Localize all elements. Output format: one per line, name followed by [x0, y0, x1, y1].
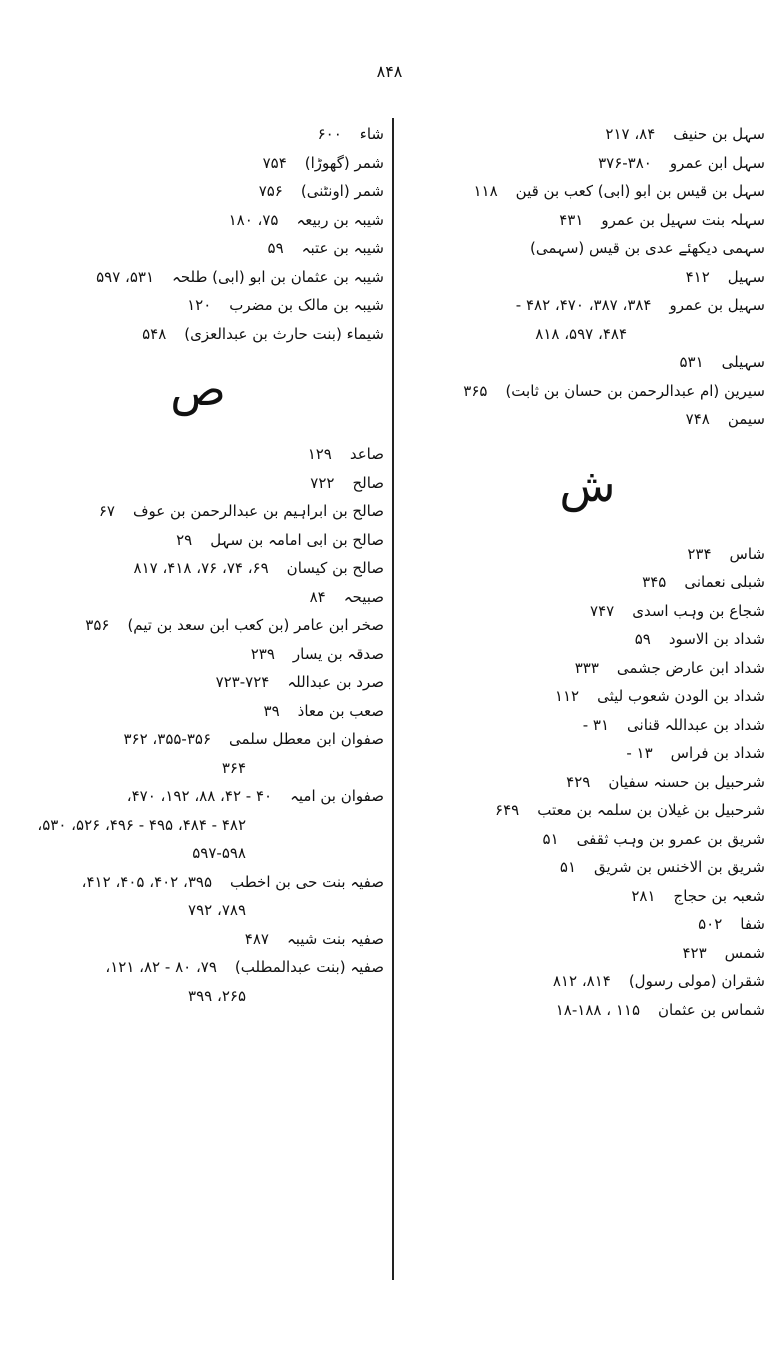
index-entry — [12, 469, 384, 498]
entries-group-bottom — [410, 540, 765, 1025]
entry-name: شقران (مولی رسول) — [628, 972, 765, 990]
index-entry — [410, 739, 765, 768]
entry-pages: ۸۴، ۲۱۷ — [605, 125, 656, 143]
entry-name: صرد بن عبداللہ — [287, 673, 384, 691]
entry-name: صبیحہ — [343, 587, 384, 606]
index-entry — [410, 654, 765, 683]
entry-name: شرحبیل بن حسنہ سفیان — [608, 772, 765, 791]
entry-pages: ۲۹ — [176, 530, 193, 549]
index-entry — [12, 583, 384, 612]
index-entry — [12, 206, 384, 235]
entry-pages: ۵۹ — [634, 630, 651, 648]
index-entry — [410, 177, 765, 206]
entry-pages: ۱۳ - — [626, 744, 653, 762]
index-entry — [12, 925, 384, 954]
entry-name: صفوان بن امیہ — [290, 787, 384, 805]
entry-pages: ۱۲۹ — [307, 445, 332, 463]
index-entry — [12, 953, 384, 982]
entries-group-bottom — [12, 440, 384, 1010]
entry-pages: ۵۹ — [267, 239, 284, 257]
entry-pages: ۶۰۰ — [317, 125, 342, 143]
entry-name: صفیہ بنت شیبہ — [286, 929, 384, 948]
entry-pages: ۳۸۴، ۳۸۷، ۴۷۰، ۴۸۲ - — [515, 296, 652, 314]
index-entry — [12, 234, 384, 263]
entry-name: صفوان ابن معطل سلمی — [229, 730, 384, 748]
index-entry — [410, 825, 765, 854]
entry-name: شیماء (بنت حارث بن عبدالعزی) — [184, 324, 384, 343]
entry-pages: ۷۹، ۸۰ - ۸۲، ۱۲۱، — [105, 958, 217, 976]
entry-pages: ۳۳۳ — [574, 658, 599, 677]
index-entry — [410, 682, 765, 711]
index-entry — [12, 440, 384, 469]
entry-pages: ۷۲۲ — [310, 473, 335, 492]
entry-pages: ۳۶۵ — [463, 381, 488, 400]
section-letter-suad: ص — [170, 362, 226, 416]
entry-pages: ۴۳۱ — [559, 210, 584, 229]
entry-name: سہیل بن عمرو — [669, 296, 765, 314]
entries-group-top — [410, 120, 765, 434]
entry-name: شیبہ بن عتبہ — [301, 239, 384, 257]
index-entry — [410, 882, 765, 911]
entry-pages: ۳۹۵، ۴۰۲، ۴۰۵، ۴۱۲، — [81, 872, 213, 891]
entry-pages: ۴۰ - ۴۲، ۸۸، ۱۹۲، ۴۷۰، — [126, 787, 273, 805]
entry-pages: ۷۸۹، ۷۹۲ — [188, 901, 246, 919]
index-entry — [410, 796, 765, 825]
entry-pages: ۷۴۸ — [685, 410, 710, 428]
entry-pages: ۳۶۴ — [221, 758, 246, 777]
index-entry — [410, 939, 765, 968]
index-entry — [410, 568, 765, 597]
entry-name: شریق بن الاخنس بن شریق — [594, 858, 765, 876]
entry-name: صالح — [352, 473, 384, 492]
entry-name: شریق بن عمرو بن وہب ثقفی — [576, 829, 765, 848]
entry-name: شمر (اونٹنی) — [300, 182, 384, 200]
entry-pages: ۱۲۰ — [187, 296, 212, 314]
entry-name: صفیہ بنت حی بن اخطب — [230, 872, 384, 891]
entry-pages: ۳۷۶-۳۸۰ — [598, 153, 652, 172]
entry-name: شعبہ بن حجاج — [673, 886, 765, 905]
entry-name: شماس بن عثمان — [658, 1000, 765, 1019]
right-index-column — [410, 120, 765, 1024]
index-entry — [12, 725, 384, 754]
index-entry — [12, 754, 384, 783]
entry-name: شداد بن الاسود — [668, 630, 765, 648]
entry-name: شداد بن الودن شعوب لیثی — [597, 687, 765, 705]
index-entry — [12, 811, 384, 840]
entry-name: صفیہ (بنت عبدالمطلب) — [234, 958, 384, 976]
entry-pages: ۷۴۷ — [590, 601, 615, 620]
entry-name: صاعد — [349, 445, 384, 463]
entry-pages: ۷۵، ۱۸۰ — [228, 210, 279, 229]
entry-pages: ۱۱۲ — [554, 687, 580, 705]
entry-name: شرحبیل بن غیلان بن سلمہ بن معتب — [537, 801, 765, 819]
entry-name: سہل بن حنیف — [673, 125, 765, 143]
entry-pages: ۴۸۷ — [244, 929, 269, 948]
index-entry — [410, 120, 765, 149]
entry-pages: ۵۱ — [559, 858, 577, 876]
entry-pages: ۵۳۱، ۵۹۷ — [96, 267, 155, 286]
entry-pages: ۷۵۴ — [262, 153, 287, 172]
entry-pages: ۵۹۷-۵۹۸ — [192, 844, 246, 862]
index-entry — [410, 540, 765, 569]
entry-name: شفا — [740, 915, 765, 933]
entry-name: سہیل — [727, 267, 765, 286]
entry-pages: ۶۴۹ — [495, 801, 520, 819]
entry-pages: ۶۷ — [98, 502, 115, 520]
column-divider — [392, 118, 394, 1280]
entry-name: سیمن — [727, 410, 765, 428]
index-entry — [410, 597, 765, 626]
index-entry — [410, 348, 765, 377]
entry-name: شمر (گھوڑا) — [304, 153, 384, 172]
index-entry — [410, 996, 765, 1025]
entry-pages: ۴۱۲ — [685, 267, 710, 286]
entry-pages: ۷۵۶ — [258, 182, 283, 200]
index-entry — [12, 782, 384, 811]
entry-name: شیبہ بن ربیعہ — [296, 210, 384, 229]
index-entry — [410, 625, 765, 654]
entry-name: شاس — [729, 544, 765, 563]
entry-pages: ۳۹ — [263, 701, 280, 720]
index-entry — [12, 554, 384, 583]
entry-pages: ۳۴۵ — [642, 573, 667, 591]
index-entry — [410, 206, 765, 235]
index-entry — [410, 967, 765, 996]
index-entry — [12, 640, 384, 669]
index-entry — [12, 497, 384, 526]
index-entry — [410, 711, 765, 740]
entry-pages: ۵۴۸ — [142, 324, 167, 343]
entry-pages: ۵۱ — [542, 829, 559, 848]
index-entry — [12, 120, 384, 149]
index-entry — [410, 405, 765, 434]
entry-pages: ۲۸۱ — [631, 886, 656, 905]
index-entry — [410, 910, 765, 939]
entry-pages: ۳۵۵-۳۵۶، ۳۶۲ — [123, 730, 212, 748]
entry-name: شاء — [359, 125, 384, 143]
entry-pages: ۵۰۲ — [698, 915, 723, 933]
index-entry — [12, 263, 384, 292]
entry-pages: ۴۲۹ — [566, 772, 591, 791]
entry-name: سیرین (ام عبدالرحمن بن حسان بن ثابت) — [505, 381, 765, 400]
entry-name: شداد بن عبداللہ قنانی — [627, 715, 765, 734]
index-entry — [12, 697, 384, 726]
entry-pages: ۴۸۲ - ۴۸۴، ۴۹۵ - ۴۹۶، ۵۲۶، ۵۳۰، — [37, 815, 246, 834]
entry-pages: ۵۳۱ — [679, 353, 704, 371]
entries-group-top — [12, 120, 384, 348]
entry-name: صخر ابن عامر (بن کعب ابن سعد بن تیم) — [127, 616, 384, 634]
index-entry — [410, 853, 765, 882]
entry-pages: ۱۱۸ — [473, 182, 498, 200]
index-entry — [410, 263, 765, 292]
index-entry — [12, 291, 384, 320]
index-entry — [12, 149, 384, 178]
entry-pages: ۶۹، ۷۴، ۷۶، ۴۱۸، ۸۱۷ — [133, 559, 269, 577]
index-entry — [12, 320, 384, 349]
entry-name: شداد بن فراس — [670, 744, 765, 762]
entry-name: شمس — [724, 943, 765, 962]
entry-pages: ۴۲۳ — [682, 943, 707, 962]
entry-pages: ۲۶۵، ۳۹۹ — [188, 986, 246, 1005]
entry-pages: ۲۳۴ — [687, 544, 712, 563]
index-entry — [12, 668, 384, 697]
index-entry — [410, 234, 765, 263]
entry-pages: ۳۵۶ — [85, 616, 110, 634]
entry-pages: ۷۲۳-۷۲۴ — [215, 673, 270, 691]
entry-name: سہمی دیکھئے عدی بن قیس (سہمی) — [530, 239, 765, 257]
entry-name: سہلہ بنت سہیل بن عمرو — [601, 210, 765, 229]
index-entry — [410, 377, 765, 406]
index-entry — [12, 982, 384, 1011]
entry-pages: ۴۸۴، ۵۹۷، ۸۱۸ — [535, 324, 627, 343]
index-entry — [12, 526, 384, 555]
entry-name: سہل بن قیس بن ابو (ابی) کعب بن قین — [515, 182, 765, 200]
index-entry — [12, 839, 384, 868]
index-entry — [12, 611, 384, 640]
entry-pages: ۸۱۴، ۸۱۲ — [552, 972, 611, 990]
entry-pages: ۳۱ - — [582, 715, 610, 734]
entry-pages: ۱۱۵ ، ۱۸-۱۸۸ — [555, 1000, 640, 1019]
entry-name: شیبہ بن مالک بن مضرب — [229, 296, 384, 314]
left-index-column — [12, 120, 384, 1010]
index-entry — [410, 320, 765, 349]
index-entry — [12, 896, 384, 925]
entry-name: سہیلی — [721, 353, 765, 371]
index-entry — [410, 768, 765, 797]
index-entry — [410, 291, 765, 320]
entry-pages: ۸۴ — [309, 587, 326, 606]
page-number: ۸۴۸ — [376, 62, 403, 81]
entry-name: شبلی نعمانی — [684, 573, 765, 591]
entry-name: صالح بن کیسان — [286, 559, 384, 577]
entry-pages: ۲۳۹ — [250, 644, 275, 663]
index-entry — [410, 149, 765, 178]
section-letter-sheen: ش — [559, 457, 616, 512]
entry-name: صالح بن ابراہیم بن عبدالرحمن بن عوف — [132, 502, 384, 520]
entry-name: صدقہ بن یسار — [292, 644, 384, 663]
entry-name: صالح بن ابی امامہ بن سہل — [210, 530, 384, 549]
entry-name: شجاع بن وہب اسدی — [632, 601, 765, 620]
entry-name: شداد ابن عارض جشمی — [616, 658, 765, 677]
entry-name: شیبہ بن عثمان بن ابو (ابی) طلحہ — [172, 267, 384, 286]
entry-name: صعب بن معاذ — [297, 701, 384, 720]
index-entry — [12, 177, 384, 206]
entry-name: سہل ابن عمرو — [669, 153, 765, 172]
index-entry — [12, 868, 384, 897]
